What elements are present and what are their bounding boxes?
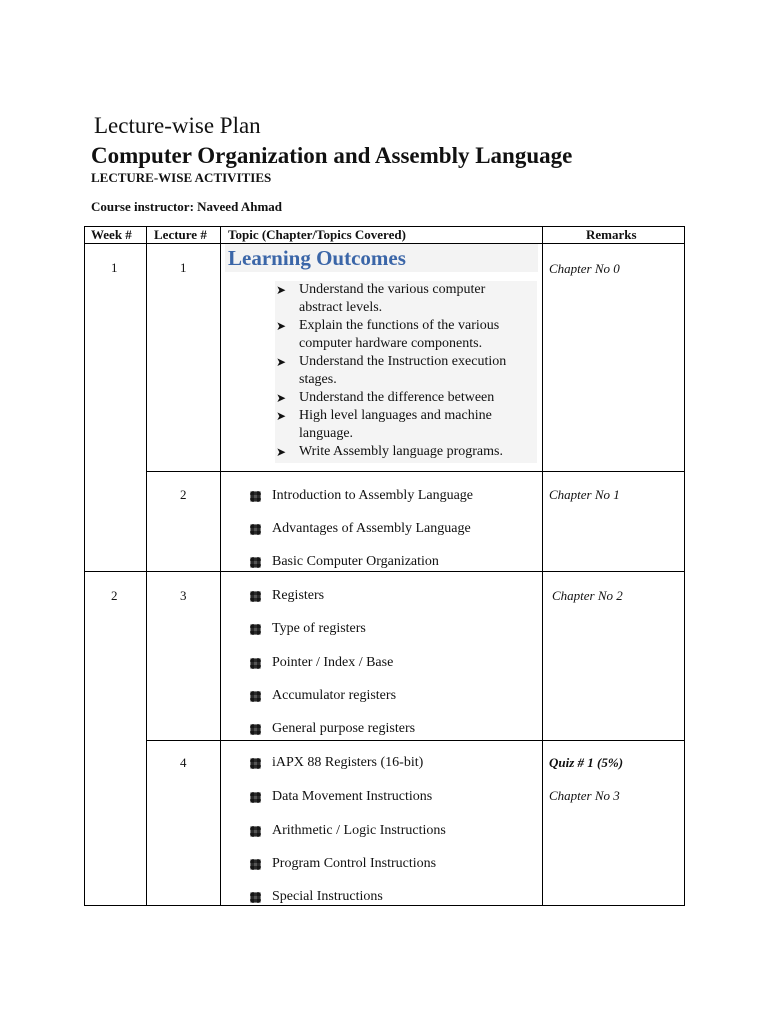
arrow-bullet-icon: ➤ <box>276 445 287 459</box>
course-title: Computer Organization and Assembly Language <box>91 143 573 168</box>
list-item: ➤ Understand the difference between <box>276 390 495 405</box>
square-bullet-icon <box>250 624 261 635</box>
remark-text: Chapter No 2 <box>552 588 623 603</box>
square-bullet-icon <box>250 491 261 502</box>
square-bullet-icon <box>250 557 261 568</box>
lecture-cell: 1 <box>180 260 187 275</box>
page-title: Lecture-wise Plan <box>94 113 261 138</box>
arrow-bullet-icon: ➤ <box>276 283 287 297</box>
lecture-cell: 2 <box>180 487 187 502</box>
header-week: Week # <box>91 227 132 242</box>
square-bullet-icon <box>250 524 261 535</box>
remark-text: Chapter No 0 <box>549 261 620 276</box>
list-item: ➤ Understand the Instruction execution stages. <box>276 354 507 387</box>
lecture-cell: 4 <box>180 755 187 770</box>
square-bullet-icon <box>250 859 261 870</box>
section-subtitle: LECTURE-WISE ACTIVITIES <box>91 170 272 185</box>
square-bullet-icon <box>250 591 261 602</box>
course-instructor: Course instructor: Naveed Ahmad <box>91 199 283 214</box>
list-item: ➤ Explain the functions of the various computer hardware components. <box>276 318 500 351</box>
square-bullet-icon <box>250 658 261 669</box>
list-item: ➤ High level languages and machine language. <box>276 408 492 441</box>
square-bullet-icon <box>250 724 261 735</box>
quiz-remark: Quiz # 1 (5%) <box>549 755 624 770</box>
header-topic: Topic (Chapter/Topics Covered) <box>228 227 406 242</box>
arrow-bullet-icon: ➤ <box>276 355 287 369</box>
list-item: ➤ Write Assembly language programs. <box>276 444 503 459</box>
square-bullet-icon <box>250 691 261 702</box>
square-bullet-icon <box>250 892 261 903</box>
header-remarks: Remarks <box>586 227 637 242</box>
square-bullet-icon <box>250 758 261 769</box>
square-bullet-icon <box>250 792 261 803</box>
arrow-bullet-icon: ➤ <box>276 409 287 423</box>
remark-text: Chapter No 3 <box>549 788 620 803</box>
week-cell: 2 <box>111 588 118 603</box>
lecture-cell: 3 <box>180 588 187 603</box>
remark-text: Chapter No 1 <box>549 487 620 502</box>
square-bullet-icon <box>250 826 261 837</box>
week-cell: 1 <box>111 260 118 275</box>
learning-outcomes-title: Learning Outcomes <box>228 246 406 270</box>
list-item: ➤ Understand the various computer abstract levels. <box>276 282 486 315</box>
header-lecture: Lecture # <box>154 227 207 242</box>
arrow-bullet-icon: ➤ <box>276 319 287 333</box>
arrow-bullet-icon: ➤ <box>276 391 287 405</box>
